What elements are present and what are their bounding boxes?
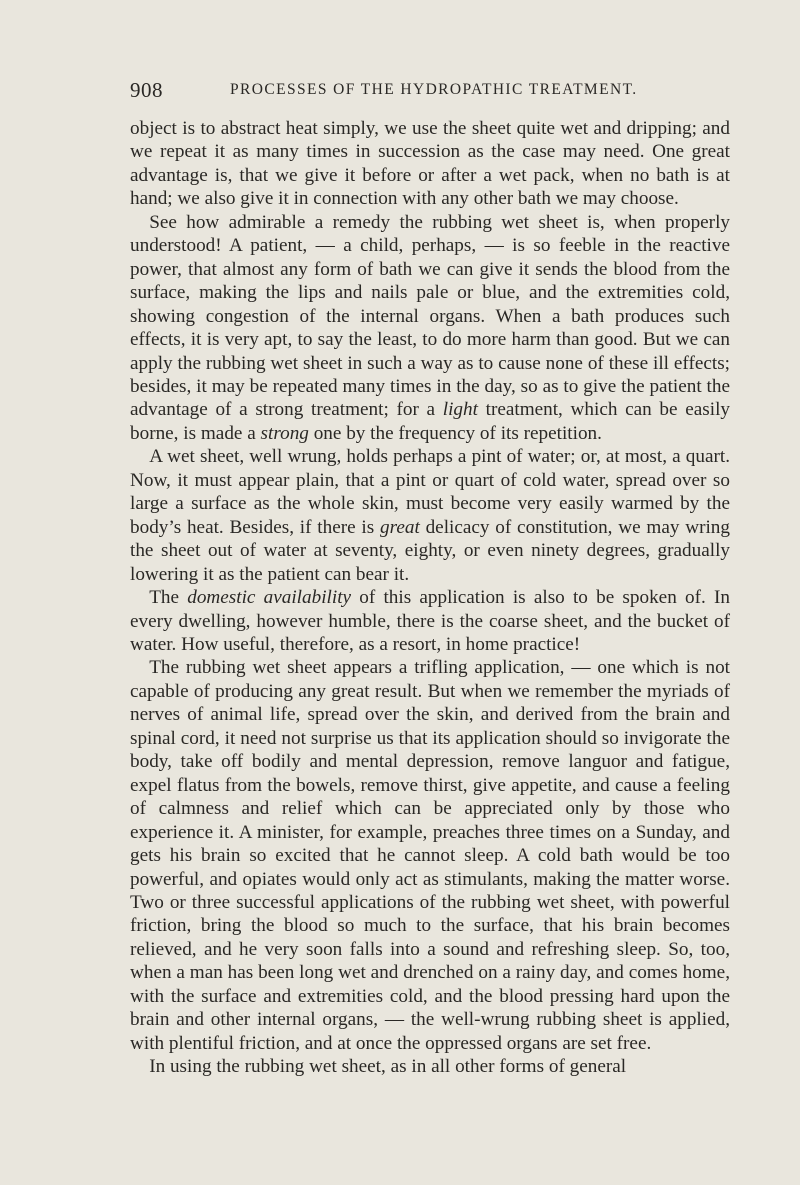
text-segment: one by the frequency of its repetition. bbox=[308, 422, 602, 444]
paragraph bbox=[130, 656, 730, 1055]
running-head: PROCESSES OF THE HYDROPATHIC TREATMENT. bbox=[230, 81, 638, 98]
paragraph bbox=[130, 586, 730, 656]
italic-text: strong bbox=[260, 422, 309, 444]
text-segment: delicacy of constitution, we may wring the sheet out of water at seventy, eighty, or even ninety degrees, gradually lowering it as the patient can bear it. bbox=[130, 516, 730, 585]
text-segment: The rubbing wet sheet appears a trifling application, — one which is not capable of producing any great result. But when we remember the myriads of nerves of animal life, spread over the skin, and derived from the brain and spinal cord, it need not surprise us that its application should so invigorate the body, take off bodily and mental depression, remove languor and fatigue, expel flatus from the bowels, remove thirst, give appetite, and cause a feeling of calmness and relief which can be appreciated only by those who experience it. A minister, for example, preaches three times on a Sunday, and gets his brain so excited that he cannot sleep. A cold bath would be too powerful, and opiates would only act as stimulants, making the matter worse. Two or three successful applications of the rubbing wet sheet, with powerful friction, bring the blood so much to the surface, that his brain becomes relieved, and he very soon falls into a sound and refreshing sleep. So, too, when a man has been long wet and drenched on a rainy day, and comes home, with the surface and extremities cold, and the blood pressing hard upon the brain and other internal organs, — the well-wrung rubbing sheet is applied, with plentiful friction, and at once the oppressed organs are set free. bbox=[130, 657, 730, 1054]
italic-text: great bbox=[380, 516, 420, 538]
text-segment: The bbox=[149, 587, 188, 609]
paragraph bbox=[130, 445, 730, 586]
paragraph bbox=[130, 117, 730, 211]
page-header bbox=[130, 78, 730, 108]
text-segment: In using the rubbing wet sheet, as in all other forms of general bbox=[149, 1056, 627, 1078]
page-number: 908 bbox=[130, 78, 163, 102]
body-text bbox=[130, 117, 730, 1079]
italic-text: domestic availability bbox=[187, 587, 352, 609]
paragraph bbox=[130, 211, 730, 446]
text-segment: object is to abstract heat simply, we use the sheet quite wet and dripping; and we repeat it as many times in succession as the case may need. One great advantage is, that we give it before or after a wet pack, when no bath is at hand; we also give it in connection with any other bath we may choose. bbox=[130, 118, 730, 210]
paragraph bbox=[130, 1055, 730, 1078]
text-segment: treatment, which can be easily borne, is made a bbox=[130, 399, 730, 444]
text-segment: See how admirable a remedy the rubbing wet sheet is, when properly understood! A patient, — a child, perhaps, — is so feeble in the reactive power, that almost any form of bath we can give it sends the blood from the surface, making the lips and nails pale or blue, and the extremities cold, showing congestion of the internal organs. When a bath produces such effects, it is very apt, to say the least, to do more harm than good. But we can apply the rubbing wet sheet in such a way as to cause none of these ill effects; besides, it may be repeated many times in the day, so as to give the patient the advantage of a strong treatment; for a bbox=[130, 211, 730, 421]
text-segment: A wet sheet, well wrung, holds perhaps a pint of water; or, at most, a quart. Now, it must appear plain, that a pint or quart of cold water, spread over so large a surface as the whole skin, must become very easily warmed by the body’s heat. Besides, if there is bbox=[130, 446, 730, 538]
text-segment: of this application is also to be spoken of. In every dwelling, however humble, there is the coarse sheet, and the bucket of water. How useful, therefore, as a resort, in home practice! bbox=[130, 587, 730, 655]
italic-text: light bbox=[442, 399, 478, 421]
